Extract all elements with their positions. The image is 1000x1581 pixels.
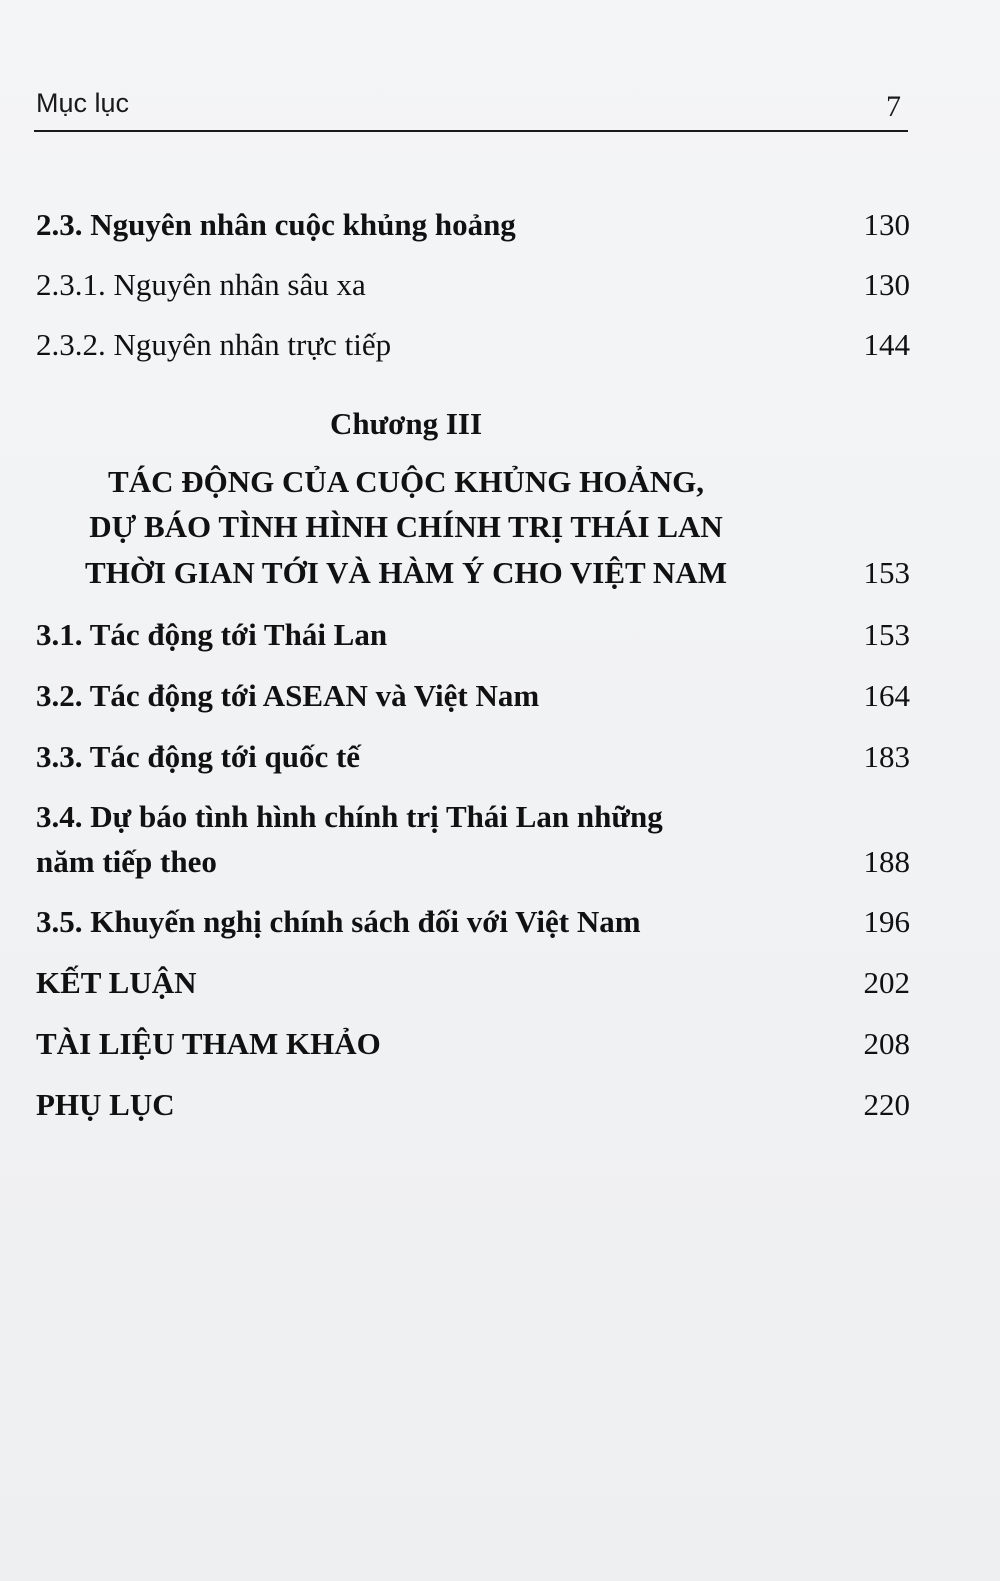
toc-entry-2-3-1-page: 130 — [863, 267, 910, 302]
toc-entry-2-3-1-label: 2.3.1. Nguyên nhân sâu xa — [36, 267, 366, 302]
chapter-label: Chương III — [329, 406, 483, 441]
toc-entry-3-1-label: 3.1. Tác động tới Thái Lan — [36, 617, 388, 652]
toc-entry-3-2-label: 3.2. Tác động tới ASEAN và Việt Nam — [36, 678, 540, 713]
chapter-page: 153 — [863, 555, 910, 590]
chapter-title-line-1: TÁC ĐỘNG CỦA CUỘC KHỦNG HOẢNG, — [108, 464, 704, 499]
toc-entry-3-1-page: 153 — [863, 617, 910, 652]
toc-entry-2-3-2-label: 2.3.2. Nguyên nhân trực tiếp — [36, 327, 392, 362]
toc-entry-3-5-page: 196 — [863, 904, 910, 939]
running-header-title: Mục lục — [36, 88, 130, 118]
toc-entry-appendix-label: PHỤ LỤC — [36, 1087, 175, 1122]
toc-entry-3-4-label-line-2: năm tiếp theo — [36, 844, 217, 879]
toc-entry-2-3-label: 2.3. Nguyên nhân cuộc khủng hoảng — [36, 207, 516, 242]
chapter-title-line-3: THỜI GIAN TỚI VÀ HÀM Ý CHO VIỆT NAM — [85, 555, 727, 590]
toc-entry-conclusion-label: KẾT LUẬN — [36, 965, 197, 1000]
toc-entry-3-5-label: 3.5. Khuyến nghị chính sách đối với Việt Nam — [36, 904, 641, 939]
chapter-title-line-2: DỰ BÁO TÌNH HÌNH CHÍNH TRỊ THÁI LAN — [89, 509, 723, 544]
running-header-page-number: 7 — [886, 90, 901, 123]
toc-entry-3-3-label: 3.3. Tác động tới quốc tế — [36, 739, 361, 774]
toc-entry-3-4-label-line-1: 3.4. Dự báo tình hình chính trị Thái Lan những — [36, 799, 663, 834]
toc-entry-3-2-page: 164 — [863, 678, 910, 713]
toc-entry-references-label: TÀI LIỆU THAM KHẢO — [36, 1026, 381, 1061]
toc-entry-2-3-page: 130 — [863, 207, 910, 242]
toc-entry-3-3-page: 183 — [863, 739, 910, 774]
toc-entry-3-4-page: 188 — [863, 844, 910, 879]
header-divider — [34, 130, 908, 132]
toc-entry-references-page: 208 — [863, 1026, 910, 1061]
toc-entry-2-3-2-page: 144 — [863, 327, 910, 362]
toc-entry-appendix-page: 220 — [863, 1087, 910, 1122]
toc-entry-conclusion-page: 202 — [863, 965, 910, 1000]
